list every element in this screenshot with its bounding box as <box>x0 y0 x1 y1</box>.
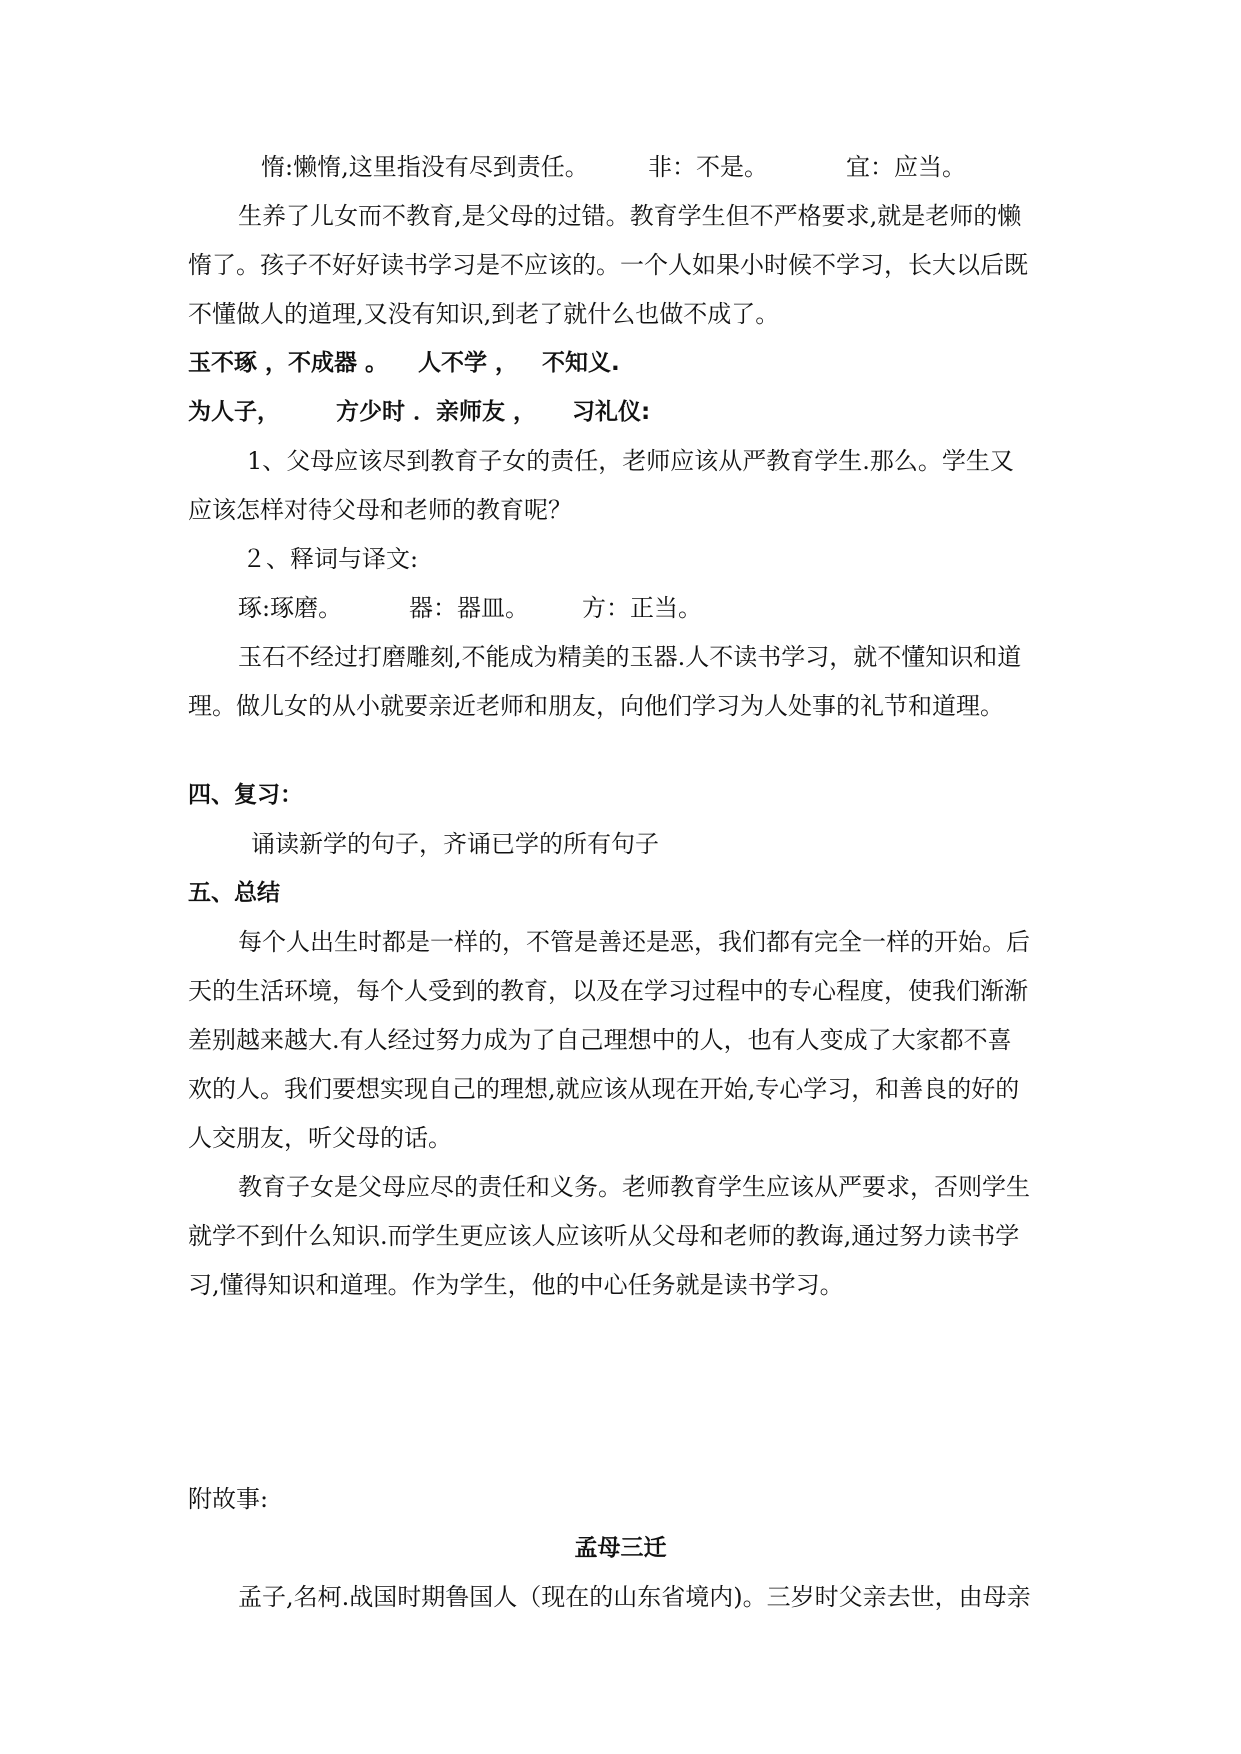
paragraph-line: 诵读新学的句子，齐诵已学的所有句子 <box>251 830 659 858</box>
story-title: 孟母三迁 <box>574 1535 667 1561</box>
paragraph-line: 天的生活环境，每个人受到的教育，以及在学习过程中的专心程度，使我们渐渐 <box>188 977 1028 1005</box>
paragraph-line: 每个人出生时都是一样的，不管是善还是恶，我们都有完全一样的开始。后 <box>238 928 1030 956</box>
paragraph-line: 就学不到什么知识.而学生更应该人应该听从父母和老师的教诲,通过努力读书学 <box>188 1222 1020 1250</box>
gloss-yi: 宜：应当。 <box>846 153 966 181</box>
gloss-duo: 惰:懒惰,这里指没有尽到责任。 <box>261 153 589 181</box>
section-heading-summary: 五、总结 <box>188 880 280 906</box>
paragraph-line: 孟子,名柯.战国时期鲁国人（现在的山东省境内)。三岁时父亲去世，由母亲 <box>238 1583 1031 1611</box>
gloss-qi: 器：器皿。 <box>409 594 529 622</box>
verse-line-1c: 不知义. <box>542 350 620 376</box>
paragraph-line: 欢的人。我们要想实现自己的理想,就应该从现在开始,专心学习，和善良的好的 <box>188 1075 1020 1103</box>
paragraph-line: 惰了。孩子不好好读书学习是不应该的。一个人如果小时候不学习，长大以后既 <box>188 251 1028 279</box>
paragraph-line: 生养了儿女而不教育,是父母的过错。教育学生但不严格要求,就是老师的懒 <box>238 202 1022 230</box>
paragraph-line: 理。做儿女的从小就要亲近老师和朋友，向他们学习为人处事的礼节和道理。 <box>188 692 1004 720</box>
section-heading-review: 四、复习： <box>188 782 303 808</box>
verse-line-2c: 习礼仪: <box>572 399 651 425</box>
paragraph-line: 玉石不经过打磨雕刻,不能成为精美的玉器.人不读书学习，就不懂知识和道 <box>238 643 1022 671</box>
verse-line-2b: 方少时 ．亲师友 ， <box>336 399 537 425</box>
gloss-zhuo: 琢:琢磨。 <box>238 594 343 622</box>
verse-line-1a: 玉不琢 ，不成器 。 <box>188 350 389 376</box>
gloss-fang: 方：正当。 <box>582 594 702 622</box>
numbered-item-2: ２、释词与译文: <box>242 545 419 573</box>
paragraph-line: 不懂做人的道理,又没有知识,到老了就什么也做不成了。 <box>188 300 780 328</box>
gloss-fei: 非：不是。 <box>648 153 768 181</box>
numbered-item-1: 1、父母应该尽到教育子女的责任，老师应该从严教育学生.那么。学生又 <box>247 447 1014 475</box>
paragraph-line: 习,懂得知识和道理。作为学生，他的中心任务就是读书学习。 <box>188 1271 844 1299</box>
paragraph-line: 差别越来越大.有人经过努力成为了自己理想中的人，也有人变成了大家都不喜 <box>188 1026 1012 1054</box>
paragraph-line: 教育子女是父母应尽的责任和义务。老师教育学生应该从严要求，否则学生 <box>238 1173 1030 1201</box>
appendix-label: 附故事: <box>188 1485 269 1513</box>
paragraph-line: 人交朋友，听父母的话。 <box>188 1124 452 1152</box>
verse-line-2a: 为人子， <box>188 399 280 425</box>
paragraph-line: 应该怎样对待父母和老师的教育呢？ <box>188 496 572 524</box>
verse-line-1b: 人不学 ， <box>418 350 519 376</box>
